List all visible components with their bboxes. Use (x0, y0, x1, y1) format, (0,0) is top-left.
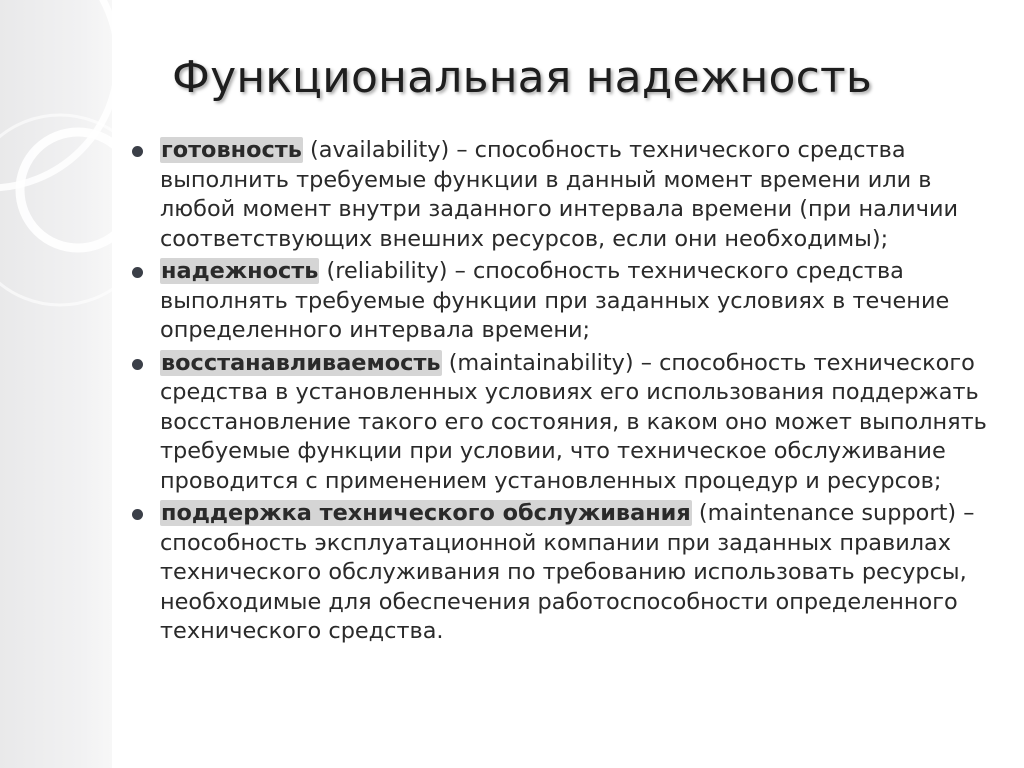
bullet-icon (132, 359, 143, 370)
list-item-maintainability (126, 349, 1006, 497)
definition-list (126, 136, 1006, 647)
bullet-icon (132, 509, 143, 520)
bullet-icon (132, 146, 143, 157)
list-item-reliability (126, 257, 1006, 346)
term-label: готовность (161, 137, 302, 163)
list-item-maintenance-support (126, 499, 1006, 647)
term-label: поддержка технического обслуживания (161, 500, 691, 526)
term-definition: (reliability) – способность технического средства выполнять требуемые функции при заданных условиях в течение определенного интервала времени; (160, 258, 950, 343)
list-item-availability (126, 136, 1006, 254)
term-definition: (availability) – способность технического средства выполнить требуемые функции в данный момент времени или в любой момент внутри заданного интервала времени (при наличии соответствующих внешних ресурсов, если они необходимы); (160, 137, 959, 252)
bullet-icon (132, 267, 143, 278)
page-title: Функциональная надежность (172, 52, 872, 103)
term-definition: (maintainability) – способность технического средства в установленных условиях его использования поддержать восстановление такого его состояния, в каком оно может выполнять требуемые функции при условии, что техническое обслуживание проводится с применением установленных процедур и ресурсов; (160, 349, 987, 494)
term-label: надежность (161, 258, 319, 284)
term-definition: (maintenance support) – способность эксплуатационной компании при заданных правилах технического обслуживания по требованию использовать ресурсы, необходимые для обеспечения работоспособности определенного технического средства. (160, 500, 975, 644)
term-label: восстанавливаемость (161, 349, 441, 376)
